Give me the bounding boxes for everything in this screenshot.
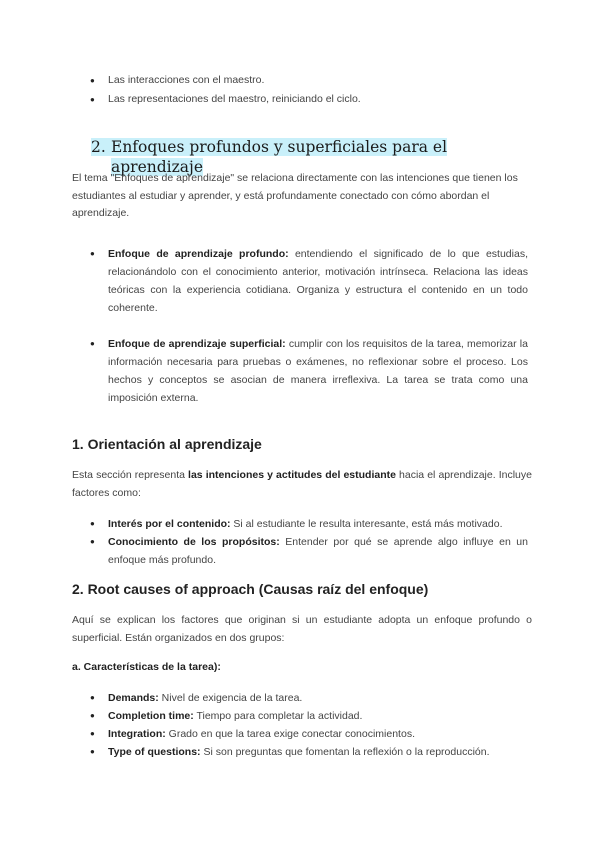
intro-paragraph: El tema "Enfoques de aprendizaje" se relaciona directamente con las intenciones que tienen los estudiantes al estudiar y aprender, y está profundamente conectado con cómo abordan el aprendizaje. xyxy=(72,172,518,219)
item-term: Interés por el contenido: xyxy=(108,518,231,530)
orientation-heading: 1. Orientación al aprendizaje xyxy=(72,436,262,452)
item-desc: Si al estudiante le resulta interesante, está más motivado. xyxy=(230,518,503,530)
list-item xyxy=(80,689,528,707)
item-term: Type of questions: xyxy=(108,746,201,758)
list-item xyxy=(80,533,528,569)
item-term: Completion time: xyxy=(108,710,194,722)
list-item xyxy=(80,515,528,533)
approaches-list xyxy=(80,245,528,407)
orientation-list xyxy=(80,515,528,569)
item-term: Enfoque de aprendizaje superficial: xyxy=(108,338,286,350)
list-item xyxy=(80,743,528,761)
item-desc: cumplir con los requisitos de la tarea, memorizar la información necesaria para pruebas o exámenes, no reflexionar sobre el proceso. Los hechos y conceptos se asocian de manera irreflexiva. La tarea se trata como una imposición externa. xyxy=(108,338,528,404)
list-item xyxy=(80,335,528,407)
list-item xyxy=(80,707,528,725)
root-causes-paragraph: Aquí se explican los factores que originan si un estudiante adopta un enfoque profundo o superficial. Están organizados en dos grupos: xyxy=(72,614,532,644)
item-desc: Grado en que la tarea exige conectar conocimientos. xyxy=(165,728,415,740)
heading-line-1: Enfoques profundos y superficiales para el xyxy=(111,138,448,156)
item-desc: Tiempo para completar la actividad. xyxy=(193,710,363,722)
item-desc: Si son preguntas que fomentan la reflexión o la reproducción. xyxy=(200,746,490,758)
item-desc: entendiendo el significado de lo que estudias, relacionándolo con el conocimiento anterior, motivación intrínseca. Relaciona las ideas teóricas con la experiencia cotidiana. Organiza y estructura el contenido en un todo coherente. xyxy=(108,248,528,314)
item-term: Demands: xyxy=(108,692,159,704)
heading-line-2: aprendizaje xyxy=(111,158,203,176)
item-term: Conocimiento de los propósitos: xyxy=(108,536,280,548)
list-item: ● Las representaciones del maestro, reiniciando el ciclo. xyxy=(80,90,550,109)
list-item: ● Las interacciones con el maestro. xyxy=(80,71,550,90)
heading-number: 2. xyxy=(91,138,106,156)
task-characteristics-subheading: a. Características de la tarea): xyxy=(72,661,221,673)
list-item xyxy=(80,725,528,743)
top-bullet-list xyxy=(80,71,550,109)
task-characteristics-list xyxy=(80,689,528,761)
root-causes-heading: 2. Root causes of approach (Causas raíz del enfoque) xyxy=(72,581,429,597)
orientation-paragraph: Esta sección representa las intenciones y actitudes del estudiante hacia el aprendizaje. Incluye factores como: xyxy=(72,469,532,499)
list-item xyxy=(80,245,528,317)
item-term: Integration: xyxy=(108,728,166,740)
item-desc: Entender por qué se aprende algo influye en un enfoque más profundo. xyxy=(108,536,528,566)
item-term: Enfoque de aprendizaje profundo: xyxy=(108,248,289,260)
item-desc: Nivel de exigencia de la tarea. xyxy=(158,692,303,704)
